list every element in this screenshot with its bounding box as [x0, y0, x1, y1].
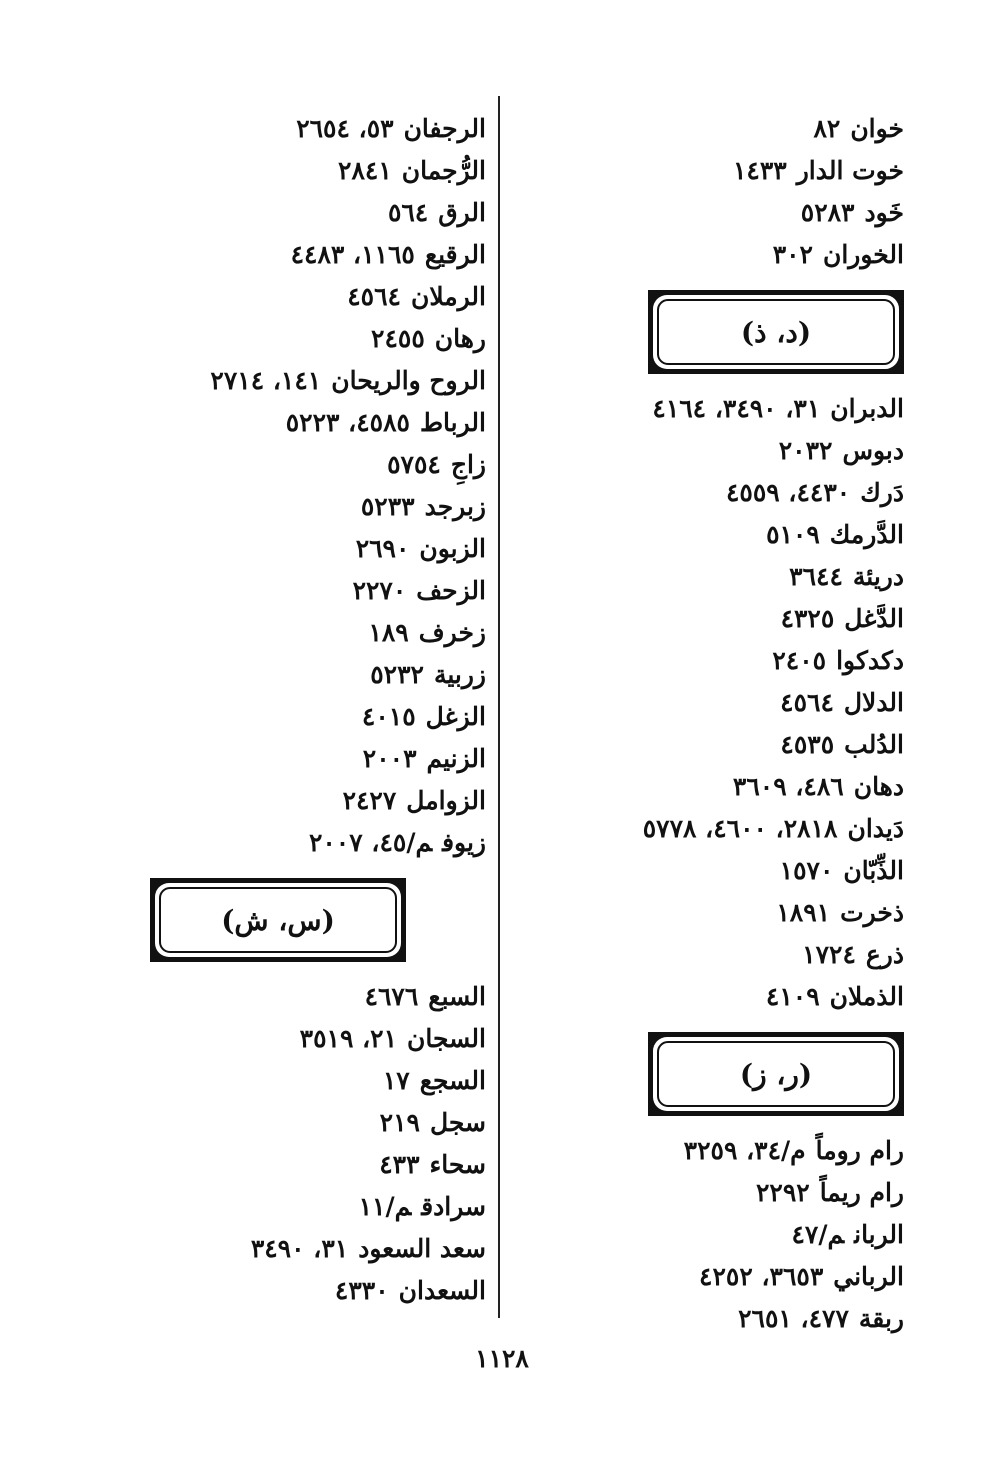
- index-entry: [584, 724, 904, 766]
- entry-refs: ٤٦٧٦: [364, 982, 419, 1011]
- index-entry: [146, 570, 486, 612]
- index-entry: [146, 612, 486, 654]
- entry-refs: ٤٥٨٥، ٥٢٢٣: [285, 408, 410, 437]
- entry-name: السبع: [428, 982, 486, 1011]
- index-entry: [146, 654, 486, 696]
- index-entry: [146, 780, 486, 822]
- entry-name: الرملان: [410, 282, 486, 311]
- index-entry: [146, 696, 486, 738]
- entry-name: الدلال: [843, 688, 904, 717]
- entry-name: خوت الدار: [796, 156, 904, 185]
- entry-refs: ٢٤٠٥: [772, 646, 827, 675]
- entry-name: الربان: [854, 1220, 904, 1249]
- entry-refs: ٢٨٤١: [338, 156, 392, 185]
- entry-refs: ٥٢٨٣: [800, 198, 855, 227]
- entry-name: الدبران: [830, 394, 904, 423]
- index-entry: [146, 402, 486, 444]
- entry-refs: ٤٧٧، ٢٦٥١: [738, 1304, 849, 1333]
- entry-name: السعدان: [398, 1276, 486, 1305]
- entry-name: الزحف: [416, 576, 486, 605]
- index-entry: [584, 598, 904, 640]
- entry-list-sin: [146, 976, 486, 1312]
- entry-name: الرجفان: [403, 114, 486, 143]
- entry-refs: ٣٦٤٤: [789, 562, 843, 591]
- entry-refs: ٥٢٣٣: [360, 492, 415, 521]
- entry-name: الزبون: [419, 534, 486, 563]
- index-entry: [584, 1172, 904, 1214]
- entry-refs: ٢٢٧٠: [352, 576, 407, 605]
- entry-list-ra-zay: [146, 108, 486, 864]
- entry-name: خوان: [850, 114, 904, 143]
- entry-name: سرادق: [421, 1192, 486, 1221]
- entry-name: زاجِ: [450, 450, 486, 479]
- index-entry: [146, 1144, 486, 1186]
- index-entry: [146, 738, 486, 780]
- entry-name: الرُّجمان: [401, 156, 486, 185]
- entry-name: رهان: [434, 324, 486, 353]
- index-entry: [584, 150, 904, 192]
- entry-name: الروح والريحان: [331, 366, 486, 395]
- entry-refs: ٢٠٣٢: [778, 436, 833, 465]
- entry-refs: ١٤٣٣: [732, 156, 787, 185]
- index-entry: [584, 934, 904, 976]
- index-entry: [584, 514, 904, 556]
- entry-refs: ٢١، ٣٥١٩: [299, 1024, 398, 1053]
- entry-name: دَيدان: [847, 814, 904, 843]
- index-entry: [584, 1130, 904, 1172]
- index-entry: [584, 850, 904, 892]
- section-header-sin-shin: [146, 864, 486, 976]
- index-entry: [146, 234, 486, 276]
- entry-name: الزغل: [425, 702, 486, 731]
- entry-name: دبوس: [842, 436, 904, 465]
- index-entry: [584, 892, 904, 934]
- entry-refs: ٢٦٩٠: [355, 534, 410, 563]
- entry-refs: ٤١٠٩: [765, 982, 820, 1011]
- index-entry: [146, 1186, 486, 1228]
- entry-refs: ٤٣٣: [379, 1150, 420, 1179]
- entry-name: رام ريماً: [819, 1178, 904, 1207]
- entry-refs: ٢٨١٨، ٤٦٠٠، ٥٧٧٨: [642, 814, 838, 843]
- entry-name: زيوف: [442, 828, 486, 857]
- index-entry: [146, 360, 486, 402]
- index-entry: [584, 976, 904, 1018]
- entry-refs: ٣٠٢: [772, 240, 813, 269]
- index-entry: [146, 528, 486, 570]
- entry-name: سحاء: [429, 1150, 486, 1179]
- section-header-ra-zay: [584, 1018, 904, 1130]
- section-header-dal-dhal: [584, 276, 904, 388]
- entry-refs: ٢٤٢٧: [342, 786, 397, 815]
- index-entry: [584, 682, 904, 724]
- entry-name: ذخرت: [840, 898, 904, 927]
- index-entry: [146, 1102, 486, 1144]
- entry-refs: ٢٤٥٥: [371, 324, 425, 353]
- entry-name: دكدكوا: [836, 646, 904, 675]
- entry-refs: ١٤١، ٢٧١٤: [210, 366, 322, 395]
- entry-name: زبرجد: [424, 492, 486, 521]
- entry-refs: ٣١، ٣٤٩٠: [250, 1234, 349, 1263]
- entry-refs: م/٣٤، ٣٢٥٩: [683, 1136, 806, 1165]
- entry-name: الرق: [438, 198, 486, 227]
- entry-name: الرباني: [833, 1262, 904, 1291]
- entry-refs: ٤٥٦٤: [780, 688, 834, 717]
- index-entry: [146, 108, 486, 150]
- entry-name: دَرك: [860, 478, 904, 507]
- index-entry: [584, 640, 904, 682]
- index-entry: [146, 1270, 486, 1312]
- entry-name: سجل: [429, 1108, 486, 1137]
- index-entry: [584, 1214, 904, 1256]
- index-entry: [146, 276, 486, 318]
- entry-refs: ١٧٢٤: [802, 940, 856, 969]
- index-entry: [584, 108, 904, 150]
- entry-name: الدُلب: [844, 730, 904, 759]
- entry-name: زربية: [433, 660, 486, 689]
- entry-refs: ٤٤٣٠، ٤٥٥٩: [725, 478, 851, 507]
- entry-refs: ١١٦٥، ٤٤٨٣: [290, 240, 415, 269]
- entry-name: الدَّغل: [844, 604, 904, 633]
- left-column: [146, 108, 486, 1312]
- entry-name: الذملان: [829, 982, 904, 1011]
- index-entry: [146, 444, 486, 486]
- entry-refs: ١٨٩١: [776, 898, 831, 927]
- entry-list-dal-dhal: [584, 388, 904, 1018]
- entry-name: الذِّبّان: [843, 856, 904, 885]
- entry-refs: ٤٥٣٥: [780, 730, 835, 759]
- entry-refs: ٥٧٥٤: [387, 450, 441, 479]
- entry-name: الدَّرمك: [829, 520, 904, 549]
- index-entry: [584, 472, 904, 514]
- entry-refs: ١٨٩: [368, 618, 409, 647]
- entry-name: الخوران: [823, 240, 904, 269]
- index-entry: [146, 150, 486, 192]
- entry-refs: ٤٣٢٥: [780, 604, 835, 633]
- index-entry: [584, 766, 904, 808]
- entry-name: ذرع: [865, 940, 904, 969]
- entry-name: ربقة: [858, 1304, 904, 1333]
- entry-refs: ٢٢٩٢: [755, 1178, 810, 1207]
- entry-list-ra: [584, 1130, 904, 1340]
- index-entry: [146, 822, 486, 864]
- index-entry: [146, 1018, 486, 1060]
- entry-refs: م/٤٥، ٢٠٠٧: [308, 828, 433, 857]
- index-entry: [584, 388, 904, 430]
- entry-refs: ٣١، ٣٤٩٠، ٤١٦٤: [652, 394, 821, 423]
- entry-refs: ١٧: [382, 1066, 410, 1095]
- index-entry: [146, 1228, 486, 1270]
- entry-refs: ٣٦٥٣، ٤٢٥٢: [699, 1262, 824, 1291]
- entry-name: دهان: [853, 772, 904, 801]
- index-entry: [584, 234, 904, 276]
- section-header-label: (ر، ز): [657, 1041, 895, 1107]
- index-entry: [584, 192, 904, 234]
- entry-name: السجان: [407, 1024, 486, 1053]
- entry-refs: ١٥٧٠: [779, 856, 834, 885]
- entry-refs: ٤٠١٥: [361, 702, 416, 731]
- entry-name: الرقيع: [424, 240, 486, 269]
- entry-refs: ٥١٠٩: [766, 520, 820, 549]
- index-entry: [146, 318, 486, 360]
- entry-refs: ٢١٩: [379, 1108, 420, 1137]
- entry-refs: ٤٥٦٤: [347, 282, 401, 311]
- index-entry: [584, 1256, 904, 1298]
- entry-refs: ٥٣، ٢٦٥٤: [296, 114, 394, 143]
- index-entry: [584, 556, 904, 598]
- index-entry: [146, 976, 486, 1018]
- entry-name: الزنيم: [426, 744, 486, 773]
- entry-name: خَود: [864, 198, 904, 227]
- index-entry: [584, 430, 904, 472]
- entry-name: زخرف: [418, 618, 486, 647]
- entry-refs: ٤٨٦، ٣٦٠٩: [732, 772, 844, 801]
- section-header-label: (س، ش): [159, 887, 397, 953]
- entry-name: دريئة: [852, 562, 904, 591]
- right-column: [584, 108, 904, 1340]
- entry-refs: م/١١: [358, 1192, 412, 1221]
- index-entry: [146, 192, 486, 234]
- entry-name: السجع: [419, 1066, 486, 1095]
- index-entry: [584, 1298, 904, 1340]
- index-entry: [146, 486, 486, 528]
- entry-list-kha: [584, 108, 904, 276]
- index-entry: [146, 1060, 486, 1102]
- page-number: ١١٢٨: [475, 1344, 529, 1373]
- entry-refs: ٤٣٣٠: [334, 1276, 389, 1305]
- entry-name: سعد السعود: [358, 1234, 486, 1263]
- index-entry: [584, 808, 904, 850]
- entry-refs: م/٤٧: [791, 1220, 845, 1249]
- entry-refs: ٢٠٠٣: [362, 744, 417, 773]
- entry-name: الزوامل: [406, 786, 486, 815]
- column-divider: [498, 96, 500, 1318]
- entry-name: رام روماً: [815, 1136, 904, 1165]
- section-header-label: (د، ذ): [657, 299, 895, 365]
- entry-refs: ٨٢: [813, 114, 841, 143]
- entry-refs: ٥٢٣٢: [370, 660, 424, 689]
- entry-name: الرباط: [419, 408, 486, 437]
- entry-refs: ٥٦٤: [387, 198, 429, 227]
